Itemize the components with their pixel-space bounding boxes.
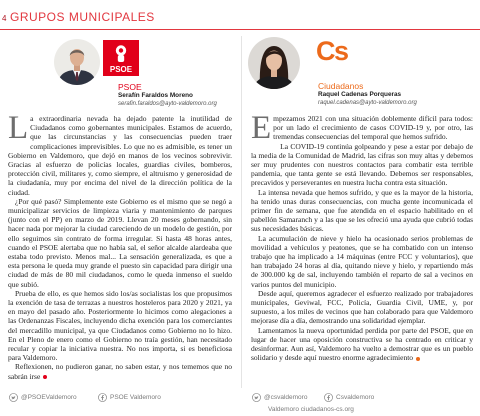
psoe-logo bbox=[103, 40, 139, 76]
article-paragraph: La intensa nevada que hemos sufrido, y que es la mayor de la historia, ha tenido unas duras consecuencias, con mucha gente incomunicada el primer fin de semana, que fue atendida en el espacio habilitado en el pabellón Samaranch y a las que se les ofreció una ayuda que cubrió todas sus necesidades básicas. bbox=[251, 187, 473, 234]
article-paragraph: Desde aquí, queremos agradecer el esfuerzo realizado por trabajadores municipales, Geviwal, FCC, Policía, Guardia Civil, UME, y, por supuesto, a los miles de vecinos que han colaborado para que Valdemoro mejorase día a día, demostrando una solidaridad ejemplar. bbox=[251, 288, 473, 326]
author-portrait-photo bbox=[248, 37, 300, 89]
column-divider bbox=[241, 36, 242, 388]
cs-facebook bbox=[324, 393, 374, 402]
cs-twitter bbox=[252, 393, 307, 402]
facebook-icon bbox=[324, 393, 333, 402]
cs-facebook-page: Csvaldemoro bbox=[336, 394, 375, 401]
psoe-author-email: serafin.faraldos@ayto-valdemoro.org bbox=[118, 101, 217, 107]
psoe-author-photo bbox=[54, 39, 100, 85]
page-number: 4 bbox=[2, 14, 7, 23]
author-portrait-photo bbox=[54, 39, 100, 85]
article-paragraph bbox=[251, 326, 473, 363]
cs-author-name: Raquel Cadenas Porqueras bbox=[318, 91, 402, 98]
header-rule bbox=[0, 29, 480, 30]
psoe-twitter-handle: @PSOEValdemoro bbox=[21, 394, 77, 401]
article-paragraph-text: Lamentamos la nueva oportunidad perdida por parte del PSOE, que en lugar de hacer una oposición constructiva se ha centrado en criticar y desinformar. Aun así, Valdemoro ha vuelto a demostrar que es un pueblo solidario y desde aquí nuestro enorme agradecimiento bbox=[251, 325, 473, 363]
article-paragraph: La extraordinaria nevada ha dejado patente la inutilidad de Ciudadanos como gobernantes municipales. Estamos de acuerdo, que las circunstancias y las consecuencias pueden traer complicaciones imprevisibles. Lo que no es admisible, es tener un Gobierno en Valdemoro, que dejó en manos de los vecinos sobrevivir. Gracias al esfuerzo de policías locales, guardias civiles, bomberos, protección civil, militares y, como siempre, el altruismo y generosidad de la ciudadanía, muy por encima del nivel de la dirección política de la ciudad. bbox=[8, 114, 232, 197]
psoe-author-name: Serafín Faraldos Moreno bbox=[118, 92, 193, 99]
cs-twitter-handle: @csvaldemoro bbox=[264, 394, 308, 401]
twitter-icon bbox=[9, 393, 18, 402]
twitter-icon bbox=[252, 393, 261, 402]
cs-author-email: raquel.cadenas@ayto-valdemoro.org bbox=[318, 100, 417, 106]
psoe-party-name: PSOE bbox=[118, 82, 142, 92]
article-paragraph: ¿Por qué pasó? Simplemente este Gobierno es el mismo que se negó a municipalizar servicios de limpieza viaria y mantenimiento de parques (junto con el PP) en marzo de 2019. Llevan 20 meses gobernando, sin hacer nada por mejorar la ciudad careciendo de un modelo de gestión, por ello seguimos sin contrato de forma irregular. Si hasta 48 horas antes, cuando el PSOE alertaba que no había sal, el señor alcalde alardeaba que estaba todo previsto. Menos mal... La sensación generalizada, es que a esta persona le queda muy grande el puesto sin capacidad para dirigir una ciudad de más de 80 mil ciudadanos, como le queda inmenso el sueldo que subió. bbox=[8, 196, 232, 289]
cs-author-photo bbox=[248, 37, 300, 89]
psoe-facebook bbox=[98, 393, 161, 402]
psoe-facebook-page: PSOE Valdemoro bbox=[110, 394, 161, 401]
article-paragraph: Prueba de ello, es que hemos sido los/as socialistas los que propusimos la exención de tasa de terrazas a nuestros hosteleros para 2020 y 2021, ya en mayo del pasado año. Posteriormente lo hicimos como alegaciones a las Ordenanzas Fiscales, incluyendo dicha exención para los comerciantes del mercadillo municipal, ya que Ciudadanos como Gobierno no lo hizo. En el Pleno de enero como el Gobierno no traía gestión, han necesitado recular y copiar la iniciativa nuestra. No nos importa, si es beneficiosa para Valdemoro. bbox=[8, 288, 232, 363]
cs-logo: Cs bbox=[316, 36, 348, 66]
section-title: GRUPOS MUNICIPALES bbox=[10, 10, 155, 24]
cs-website: Valdemoro ciudadanos-cs.org bbox=[268, 406, 354, 413]
cs-article bbox=[251, 114, 473, 390]
article-paragraph-text: Reflexionen, no pudieron ganar, no saben estar, y nos tememos que no sabrán irse bbox=[8, 362, 232, 381]
psoe-logo-text: PSOE bbox=[109, 65, 133, 74]
psoe-article bbox=[8, 114, 232, 390]
article-paragraph: Empezamos 2021 con una situación doblemente difícil para todos: por un lado el crecimiento de casos COVID-19 y, por otro, las tremendas consecuencias del temporal que hemos sufrido. bbox=[251, 114, 473, 146]
end-of-article-marker bbox=[43, 375, 47, 379]
article-paragraph: La acumulación de nieve y hielo ha ocasionado serios problemas de movilidad a vehículos y peatones, que se ha combatido con un intenso trabajo que ha implicado a 14 máquinas (entre FCC y voluntarios), que han trabajado 24 horas al día, quitando nieve y hielo, y repartiendo más de 300.000 kg de sal, incluyendo también el reparto de sal a vecinos en varios puntos del municipio. bbox=[251, 233, 473, 289]
psoe-logo-mark bbox=[103, 40, 139, 76]
end-of-article-marker bbox=[416, 357, 420, 361]
article-paragraph: La COVID-19 continúa golpeando y pese a estar por debajo de la media de la Comunidad de Madrid, las cifras son muy altas y debemos ser muy prudentes con nuestros contactos para combatir esta terrible pandemia, que tanta gente se está llevando. Debemos ser responsables, precavidos y perseverantes en nuestra lucha contra esta situación. bbox=[251, 141, 473, 188]
article-paragraph bbox=[8, 362, 232, 380]
facebook-icon bbox=[98, 393, 107, 402]
cs-party-name: Ciudadanos bbox=[318, 81, 364, 91]
psoe-twitter bbox=[9, 393, 77, 402]
